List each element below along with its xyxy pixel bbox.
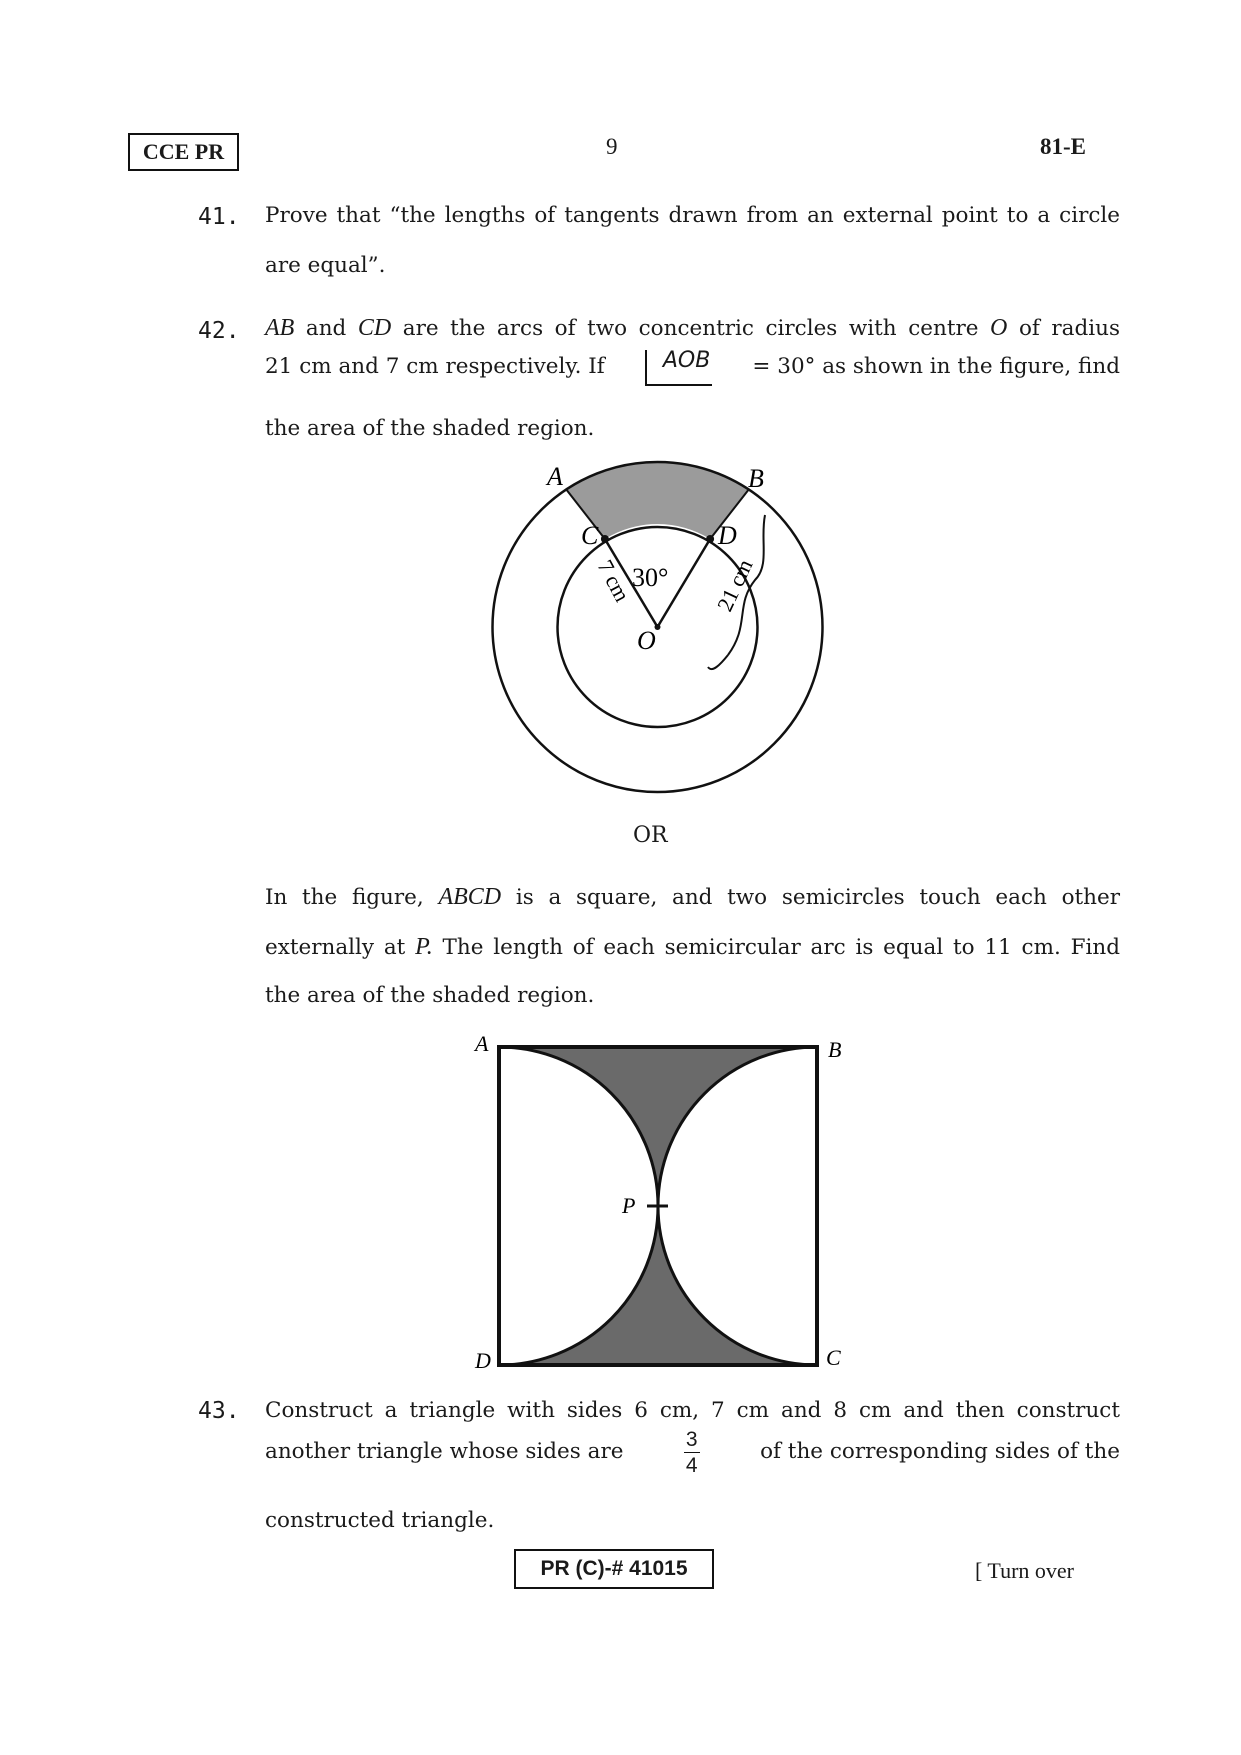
question-number-43: 43. [198,1398,240,1424]
footer-code-box: PR (C)-# 41015 [514,1549,714,1589]
label-c: C [581,521,599,550]
outer-radius-label: 21 cm [711,555,758,616]
q41-line2: are equal”. [265,253,386,278]
q43-line2: another triangle whose sides are $\frac{3}{4}$ of the corresponding sides of the [265,1427,1120,1477]
label-o: O [637,626,656,655]
square-abcd-label: ABCD [438,884,502,910]
square-label-a: A [475,1031,489,1056]
label-d: D [718,521,737,550]
concentric-circles-figure [480,455,840,810]
angle-30-label: 30° [632,563,669,592]
question-number-41: 41. [198,204,240,230]
or-separator: OR [633,823,668,848]
arc-cd-label: CD [357,315,392,341]
q42-line3: the area of the shaded region. [265,416,595,441]
q43-line1: Construct a triangle with sides 6 cm, 7 cm and 8 cm and then construct [265,1398,1120,1423]
q42-alt-line3: the area of the shaded region. [265,983,595,1008]
q42-alt-line2: externally at P. The length of each semicircular arc is equal to 11 cm. Find [265,934,1120,960]
label-a: A [547,462,563,491]
header-box: CCE PR [128,133,239,171]
page-number: 9 [606,134,618,159]
square-semicircles-figure [460,1025,860,1370]
point-d [706,535,714,543]
q41-line1: Prove that “the lengths of tangents drawn from an external point to a circle [265,203,1120,228]
square-label-d: D [475,1348,491,1370]
arc-ab-label: AB [265,315,295,341]
point-c [601,535,609,543]
point-p-label: P. [415,934,433,960]
square-label-c: C [826,1345,841,1370]
turn-over-label: [ Turn over [975,1558,1075,1583]
square-label-p: P [622,1193,636,1218]
q42-line2: 21 cm and 7 cm respectively. If AOB = 30° as shown in the figure, find [265,356,1120,386]
square-label-b: B [828,1037,842,1062]
fraction-three-quarters: $\frac{3}{4}$ [684,1429,700,1476]
centre-o-label: O [990,315,1008,341]
angle-aob: AOB [645,350,712,386]
question-number-42: 42. [198,318,240,344]
label-b: B [748,464,764,493]
inner-radius-label: 7 cm [592,555,636,606]
paper-code: 81-E [1040,134,1086,159]
q42-alt-line1: In the figure, ABCD is a square, and two semicircles touch each other [265,884,1121,910]
q42-line1: AB and CD are the arcs of two concentric circles with centre O of radius [265,315,1121,341]
q43-line3: constructed triangle. [265,1508,495,1533]
